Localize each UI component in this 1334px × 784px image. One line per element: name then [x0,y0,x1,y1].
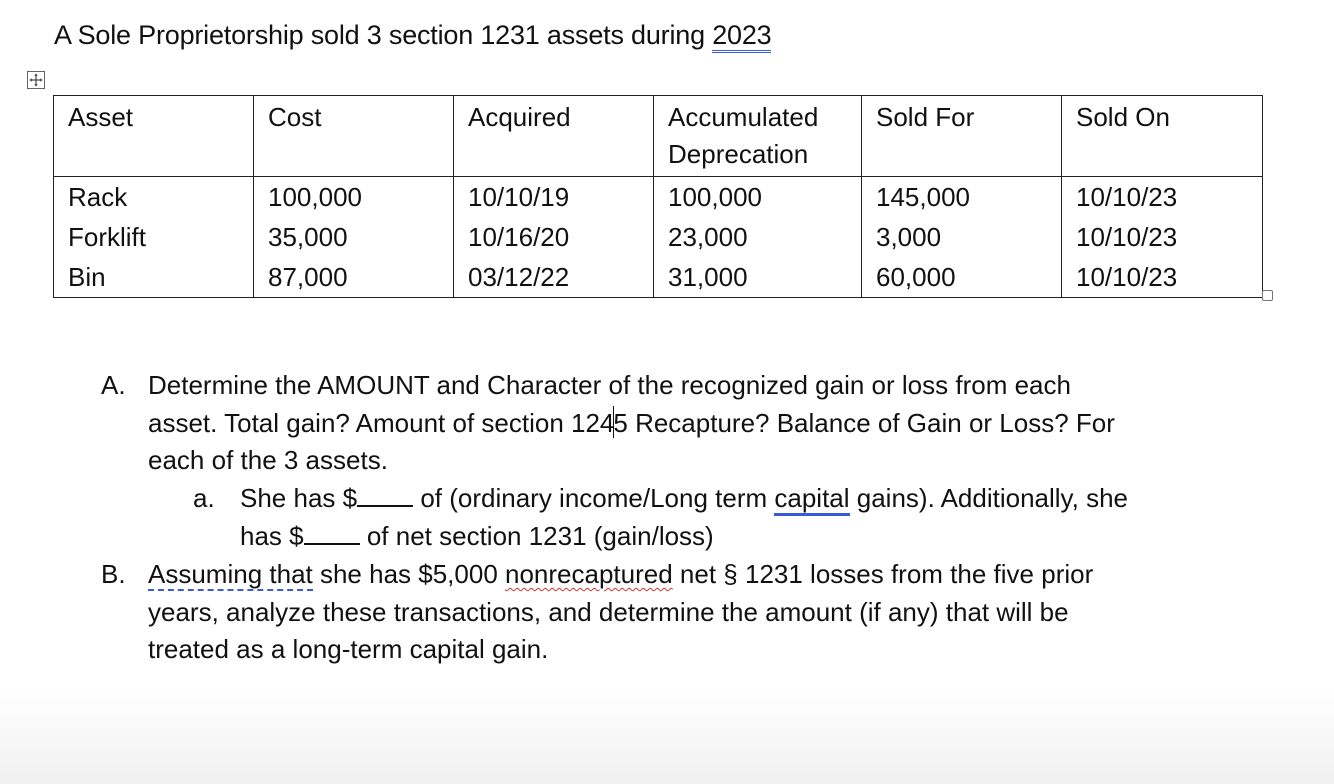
title-text: A Sole Proprietorship sold 3 section 1231 assets during [54,20,713,50]
table-header-cell[interactable]: Acquired [454,96,654,177]
text-span: She has $ [240,483,358,513]
text-span: gains). Additionally, she [849,483,1128,513]
answer-blank-1[interactable] [357,483,413,507]
question-b-label: B. [101,559,126,589]
answer-blank-2[interactable] [304,521,360,545]
spelling-flag-word[interactable]: nonrecaptured [505,559,673,589]
table-cell[interactable]: Forklift [54,217,254,257]
question-a-line2-pre: asset. Total gain? Amount of section 124 [148,407,615,438]
text-span: has $ [240,520,304,551]
resize-square-icon[interactable] [1262,290,1273,301]
table-cell[interactable]: 10/10/23 [1062,177,1263,218]
table-cell[interactable]: Rack [54,177,254,218]
question-a-line3: each of the 3 assets. [148,445,388,475]
table-cell[interactable]: 60,000 [862,257,1062,298]
question-a-line2 [148,405,1115,443]
page-bottom-shade [0,690,1334,784]
question-b-line3: treated as a long-term capital gain. [148,634,549,664]
table-row [54,217,1263,257]
assets-table [53,95,1263,298]
table-cell[interactable]: 35,000 [254,217,454,257]
table-header-cell[interactable]: Asset [54,96,254,177]
grammar-flag-phrase[interactable]: Assuming that [148,559,313,589]
table-cell[interactable]: 10/10/23 [1062,217,1263,257]
question-a-label: A. [101,370,126,400]
table-row [54,177,1263,218]
table-header-cell[interactable]: Accumulated Deprecation [654,96,862,177]
table-header-row [54,96,1263,177]
question-a-sub-label: a. [193,483,215,513]
table-cell[interactable]: 145,000 [862,177,1062,218]
table-header-cell[interactable]: Sold On [1062,96,1263,177]
table-cell[interactable]: 31,000 [654,257,862,298]
table-header-cell[interactable]: Sold For [862,96,1062,177]
table-cell[interactable]: 23,000 [654,217,862,257]
table-cell[interactable]: 87,000 [254,257,454,298]
title-year: 2023 [712,20,771,53]
table-cell[interactable]: 10/10/23 [1062,257,1263,298]
question-a-line1: Determine the AMOUNT and Character of the recognized gain or loss from each [148,370,1071,400]
grammar-flag-word[interactable]: capital [774,483,849,516]
question-b-line1 [148,556,1093,594]
table-cell[interactable]: 10/16/20 [454,217,654,257]
table-cell[interactable]: Bin [54,257,254,298]
text-span: she has $5,000 [312,559,506,589]
document-title [54,20,771,51]
table-header-cell[interactable]: Cost [254,96,454,177]
table-row [54,257,1263,298]
question-a-sub-line1 [240,480,1128,518]
question-b-line2: years, analyze these transactions, and determine the amount (if any) that will be [148,596,1069,627]
table-cell[interactable]: 3,000 [862,217,1062,257]
question-a-line2-post: 5 Recapture? Balance of Gain or Loss? For [613,407,1115,438]
move-cross-icon[interactable] [27,71,45,89]
table-cell[interactable]: 100,000 [254,177,454,218]
text-span: of net section 1231 (gain/loss) [359,520,714,551]
text-span: of (ordinary income/Long term [413,483,775,513]
table-cell[interactable]: 03/12/22 [454,257,654,298]
text-span: net § 1231 losses from the five prior [672,559,1094,589]
question-a-sub-line2 [240,518,1128,556]
table-cell[interactable]: 100,000 [654,177,862,218]
table-cell[interactable]: 10/10/19 [454,177,654,218]
